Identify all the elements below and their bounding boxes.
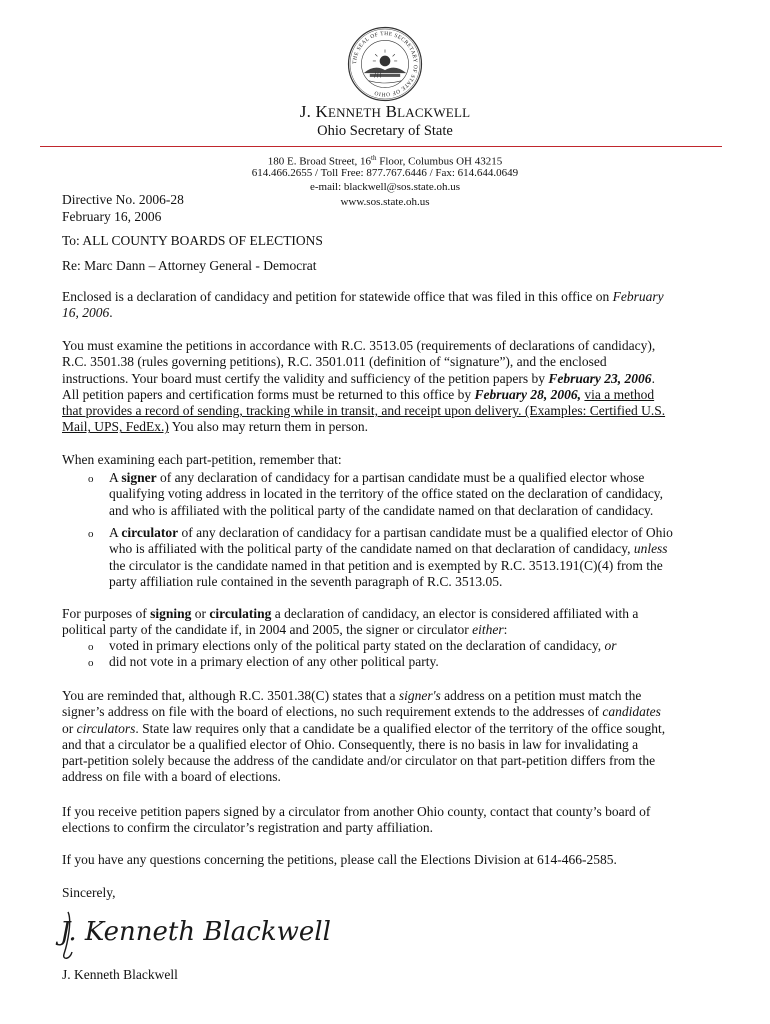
- circulating-term: circulating: [209, 606, 272, 621]
- paragraph-enclosure: [62, 289, 684, 322]
- bullet-circulator: [109, 525, 697, 590]
- name-last-small: LACKWELL: [397, 105, 471, 120]
- p4-line-1: a declaration of candidacy, an elector is considered affiliated with a: [271, 606, 639, 621]
- address-sup: th: [371, 154, 377, 162]
- signer-term: signer: [121, 470, 157, 485]
- letterhead-website: www.sos.state.oh.us: [340, 196, 430, 208]
- p4-a: For purposes of: [62, 606, 151, 621]
- p5-line-3: . State law requires only that a candidate be a qualified elector of the territory of the office sought,: [135, 720, 666, 736]
- closing: Sincerely,: [62, 885, 116, 900]
- delivery-method-c: Mail, UPS, FedEx.): [62, 419, 169, 435]
- p3-intro: When examining each part-petition, remember that:: [62, 452, 342, 467]
- letterhead-name: [0, 102, 770, 122]
- paragraph-examining-intro: [62, 452, 684, 468]
- p2-line-6: You also may return them in person.: [168, 419, 368, 435]
- paragraph-questions: [62, 852, 684, 868]
- address-line: 180 E. Broad Street, 16: [267, 155, 372, 168]
- directive-number: Directive No. 2006-28: [62, 192, 184, 207]
- delivery-method-a: via a method: [584, 386, 655, 402]
- either-term: either: [472, 622, 504, 638]
- letterhead-office: Ohio Secretary of State: [317, 123, 453, 139]
- p7-line: If you have any questions concerning the petitions, please call the Elections Division at 614-466-2585.: [62, 852, 617, 867]
- p2-line-3-end: .: [651, 370, 655, 386]
- bullet-icon: o: [88, 641, 94, 653]
- p5-line-2: signer’s address on file with the board of elections, no such requirement extends to the addresses of: [62, 704, 603, 720]
- name-last: B: [385, 102, 398, 121]
- p4-or: or: [191, 606, 210, 621]
- signers-term: signer's: [398, 688, 441, 703]
- directive-date: February 16, 2006: [62, 209, 162, 224]
- name-first-small: ENNETH: [327, 105, 382, 120]
- or-term: or: [604, 638, 617, 653]
- b1-line-2: qualifying voting address in located in the territory of the office stated on the declaration of candidacy,: [109, 486, 664, 502]
- seal-text: THE SEAL OF THE SECRETARY OF STATE OF OHIO: [352, 31, 418, 97]
- b2-a: A: [109, 525, 122, 540]
- signing-term: signing: [150, 606, 192, 621]
- paragraph-other-county: [62, 804, 684, 837]
- bullet-voted: [109, 638, 616, 654]
- p5-line-1-end: address on a petition must match the: [440, 688, 642, 703]
- p5-line-5: part-petition solely because the address of the candidate and/or circulator on that part-petition differs from the: [62, 753, 656, 769]
- p6-line-2: elections to confirm the circulator’s registration and party affiliation.: [62, 820, 434, 836]
- addressee-line: To: ALL COUNTY BOARDS OF ELECTIONS: [62, 233, 323, 248]
- p1-text: Enclosed is a declaration of candidacy and petition for statewide office that was filed in this office on: [62, 289, 613, 304]
- p2-line-2: R.C. 3501.38 (rules governing petitions), R.C. 3501.011 (definition of “signature”), and the enclosed: [62, 354, 607, 370]
- p4-line-2: political party of the candidate if, in 2004 and 2005, the signer or circulator: [62, 622, 473, 638]
- address-line-end: Floor, Columbus OH 43215: [376, 155, 503, 168]
- p1-date-a: February: [612, 289, 664, 304]
- p1-end: .: [109, 305, 113, 321]
- ohio-secretary-of-state-seal: [347, 26, 423, 102]
- signer-name: J. Kenneth Blackwell: [62, 967, 178, 982]
- circulator-term: circulator: [121, 525, 179, 540]
- p4-colon: :: [503, 622, 508, 638]
- p5-line-4: and that a circulator be a qualified elector of Ohio. Consequently, there is no basis in law for invalidating a: [62, 736, 639, 752]
- bullet-not-voted: did not vote in a primary election of any other political party.: [109, 654, 439, 669]
- b2-line-2: who is affiliated with the political party of the candidate named on that declaration of candidacy,: [109, 541, 634, 557]
- return-deadline: February 28, 2006,: [474, 386, 582, 402]
- p4-bullet-1: voted in primary elections only of the political party stated on the declaration of candidacy,: [109, 638, 605, 653]
- p2-line-3: instructions. Your board must certify the validity and sufficiency of the petition papers by: [62, 370, 549, 386]
- p2-line-1: You must examine the petitions in accordance with R.C. 3513.05 (requirements of declarations of candidacy),: [62, 338, 656, 353]
- p6-line-1: If you receive petition papers signed by a circulator from another Ohio county, contact that county’s board of: [62, 804, 651, 819]
- bullet-icon: o: [88, 657, 94, 669]
- b2-line-4: party affiliation rule contained in the seventh paragraph of R.C. 3513.05.: [109, 573, 503, 589]
- signature-text: J. Kenneth Blackwell: [60, 917, 331, 947]
- b1-line-3: and who is affiliated with the political party of the candidate named on that declaration of candidacy.: [109, 502, 654, 518]
- b1-line-1: of any declaration of candidacy for a partisan candidate must be a qualified elector whose: [156, 470, 645, 485]
- certify-deadline: February 23, 2006: [548, 370, 652, 386]
- bullet-icon: o: [88, 528, 94, 540]
- p5-or: or: [62, 720, 77, 736]
- p5-line-1: You are reminded that, although R.C. 3501.38(C) states that a: [62, 688, 399, 703]
- p2-line-4: All petition papers and certification forms must be returned to this office by: [62, 386, 475, 402]
- paragraph-affiliation: [62, 606, 684, 639]
- delivery-method-b: that provides a record of sending, tracking while in transit, and receipt upon delivery. (Examples: Certified U.S.: [62, 403, 666, 419]
- b1-a: A: [109, 470, 122, 485]
- subject-line: Re: Marc Dann – Attorney General - Democrat: [62, 258, 317, 273]
- bullet-signer: [109, 470, 697, 519]
- letterhead-phones: 614.466.2655 / Toll Free: 877.767.6446 / Fax: 614.644.0649: [251, 167, 519, 179]
- p1-date-b: 16, 2006: [62, 305, 110, 321]
- candidates-term: candidates: [602, 704, 661, 720]
- b2-line-3: the circulator is the candidate named in that petition and is exempted by R.C. 3513.191(C)(4) from the: [109, 557, 663, 573]
- letterhead-divider: [40, 146, 722, 147]
- bullet-icon: o: [88, 473, 94, 485]
- paragraph-instructions: [62, 338, 684, 436]
- p5-line-6: address on file with a board of elections.: [62, 769, 281, 785]
- letterhead-email: e-mail: blackwell@sos.state.oh.us: [309, 181, 461, 193]
- name-first: J. K: [299, 102, 328, 121]
- unless-term: unless: [633, 541, 668, 557]
- b2-line-1: of any declaration of candidacy for a partisan candidate must be a qualified elector of Ohio: [178, 525, 673, 540]
- signature-image: [58, 902, 331, 962]
- circulators-term: circulators: [76, 720, 136, 736]
- paragraph-addresses: [62, 688, 684, 786]
